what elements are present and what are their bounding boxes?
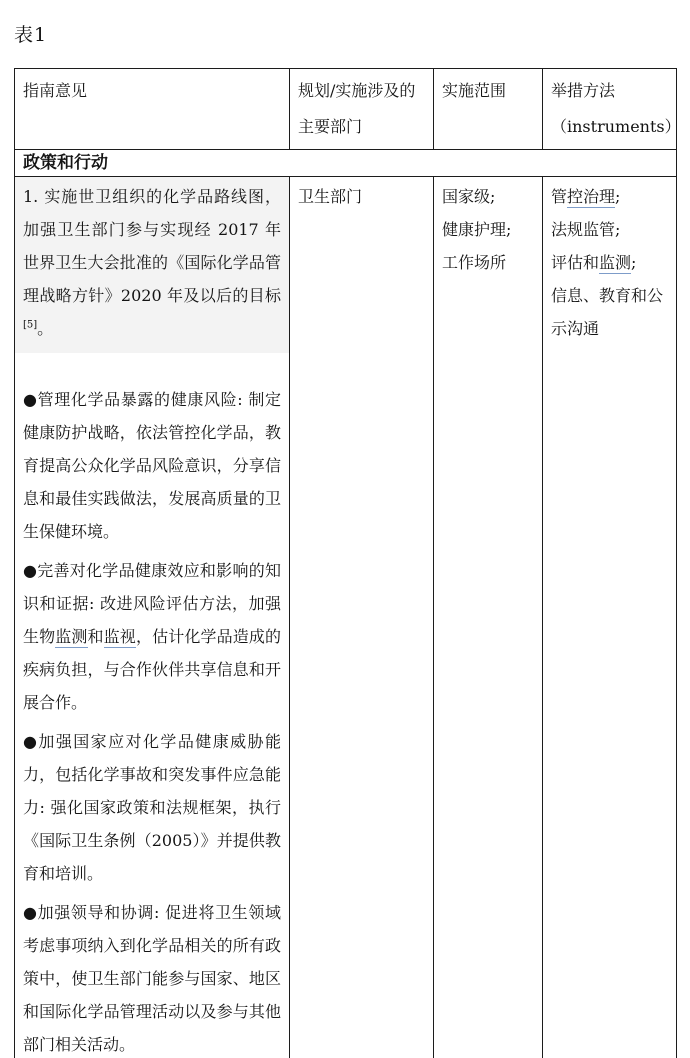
- paragraph-roadmap: 1. 实施世卫组织的化学品路线图，加强卫生部门参与实现经 2017 年世界卫生大会批准的《国际化学品管理战略方针》2020 年及以后的目标[5]。: [15, 177, 289, 353]
- guidance-cell: [15, 177, 290, 1058]
- header-cell-scope: 实施范围: [434, 69, 543, 150]
- footnote-ref: [5]: [23, 319, 38, 331]
- section-row-policies-actions: [15, 150, 677, 177]
- scope-item: 健康护理;: [442, 220, 512, 239]
- scope-item: 工作场所: [442, 253, 507, 272]
- instrument-item: 管控治理;: [551, 187, 621, 206]
- header-cell-instruments: 举措方法（instruments）: [543, 69, 677, 150]
- bullet-knowledge-evidence: ●完善对化学品健康效应和影响的知识和证据: 改进风险评估方法，加强生物监测和监视，估计化学品造成的疾病负担，与合作伙伴共享信息和开展合作。: [23, 561, 281, 712]
- scope-item: 国家级;: [442, 187, 496, 206]
- instrument-item: 法规监管;: [551, 220, 621, 239]
- page-title: 表1: [14, 24, 48, 46]
- bullet-national-capacity: ●加强国家应对化学品健康威胁能力，包括化学事故和突发事件应急能力: 强化国家政策和法规框架，执行《国际卫生条例（2005）》并提供教育和培训。: [23, 732, 281, 883]
- header-cell-departments: 规划/实施涉及的主要部门: [290, 69, 434, 150]
- section-title: 政策和行动: [15, 150, 677, 177]
- bullet-leadership-coordination: ●加强领导和协调: 促进将卫生领域考虑事项纳入到化学品相关的所有政策中，使卫生部门能参与国家、地区和国际化学品管理活动以及参与其他部门相关活动。: [23, 903, 281, 1054]
- scope-cell: [434, 177, 543, 1058]
- instrument-item: 评估和监测;: [551, 253, 637, 272]
- bullet-manage-risk: ●管理化学品暴露的健康风险: 制定健康防护战略，依法管控化学品，教育提高公众化学品风险意识，分享信息和最佳实践做法，发展高质量的卫生保健环境。: [23, 390, 281, 541]
- instrument-item: 信息、教育和公示沟通: [551, 286, 664, 338]
- instruments-cell: [543, 177, 677, 1058]
- department-item: 卫生部门: [298, 187, 363, 206]
- header-cell-guidance: 指南意见: [15, 69, 290, 150]
- guidance-table: [14, 68, 681, 1058]
- table-header-row: [15, 69, 677, 150]
- departments-cell: [290, 177, 434, 1058]
- table-data-row: [15, 177, 677, 1058]
